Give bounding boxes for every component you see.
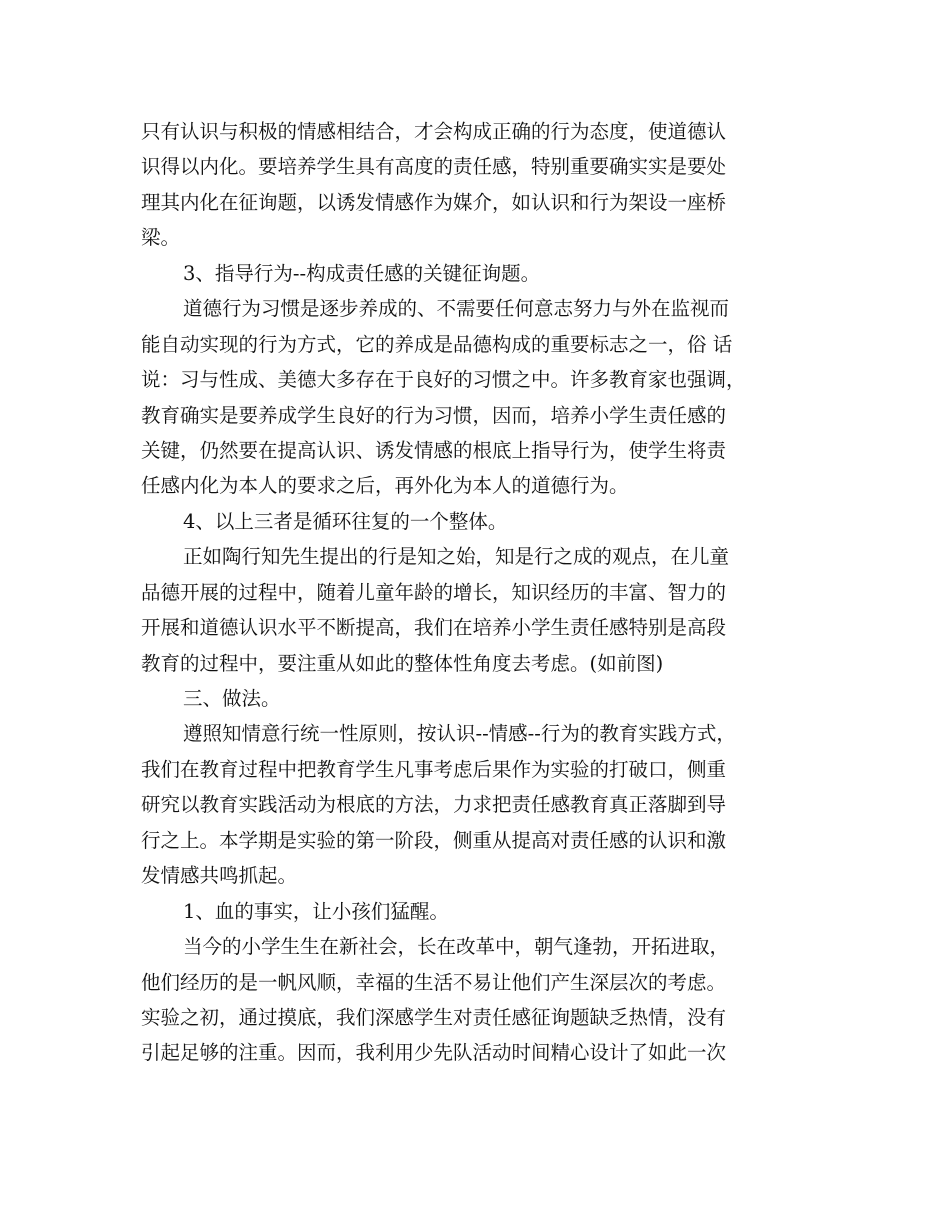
- text-line: 发情感共鸣抓起。: [141, 864, 298, 888]
- body-text: [141, 114, 841, 1071]
- text-line: 教育的过程中，要注重从如此的整体性角度去考虑。(如前图): [141, 651, 664, 675]
- text-line: 关键，仍然要在提高认识、诱发情感的根底上指导行为，使学生将责: [141, 438, 727, 462]
- text-line: 研究以教育实践活动为根底的方法，力求把责任感教育真正落脚到导: [141, 793, 727, 817]
- text-line: 任感内化为本人的要求之后，再外化为本人的道德行为。: [141, 474, 629, 498]
- text-line: 他们经历的是一帆风顺，幸福的生活不易让他们产生深层次的考虑。: [141, 970, 727, 994]
- text-line: 梁。: [141, 226, 181, 250]
- text-line: 实验之初，通过摸底，我们深感学生对责任感征询题缺乏热情，没有: [141, 1005, 727, 1029]
- text-line: 理其内化在征询题，以诱发情感作为媒介，如认识和行为架设一座桥: [141, 190, 727, 214]
- text-line: 引起足够的注重。因而，我利用少先队活动时间精心设计了如此一次: [141, 1041, 727, 1065]
- text-line: 道德行为习惯是逐步养成的、不需要任何意志努力与外在监视而: [183, 297, 730, 321]
- text-line: 识得以内化。要培养学生具有高度的责任感，特别重要确实实是要处: [141, 155, 727, 179]
- section-heading: 1、血的事实，让小孩们猛醒。: [183, 899, 449, 923]
- section-heading: 3、指导行为--构成责任感的关键征询题。: [183, 261, 541, 285]
- section-heading: 三、做法。: [183, 687, 281, 710]
- text-line: 说：习与性成、美德大多存在于良好的习惯之中。许多教育家也强调，: [141, 368, 746, 392]
- text-line: 只有认识与积极的情感相结合，才会构成正确的行为态度，使道德认: [141, 120, 727, 143]
- text-line: 行之上。本学期是实验的第一阶段，侧重从提高对责任感的认识和激: [141, 828, 727, 852]
- text-line: 当今的小学生生在新社会，长在改革中，朝气逢勃，开拓进取，: [183, 935, 730, 959]
- text-line: 教育确实是要养成学生良好的行为习惯，因而，培养小学生责任感的: [141, 403, 727, 427]
- text-line: 遵照知情意行统一性原则，按认识--情感--行为的教育实践方式，: [183, 722, 736, 746]
- section-heading: 4、以上三者是循环往复的一个整体。: [183, 509, 508, 533]
- text-line: 能自动实现的行为方式，它的养成是品德构成的重要标志之一，俗 话: [141, 332, 733, 356]
- text-line: 我们在教育过程中把教育学生凡事考虑后果作为实验的打破口，侧重: [141, 757, 727, 781]
- text-line: 开展和道德认识水平不断提高，我们在培养小学生责任感特别是高段: [141, 616, 727, 640]
- text-line: 品德开展的过程中，随着儿童年龄的增长，知识经历的丰富、智力的: [141, 580, 727, 604]
- text-line: 正如陶行知先生提出的行是知之始，知是行之成的观点，在儿童: [183, 545, 730, 569]
